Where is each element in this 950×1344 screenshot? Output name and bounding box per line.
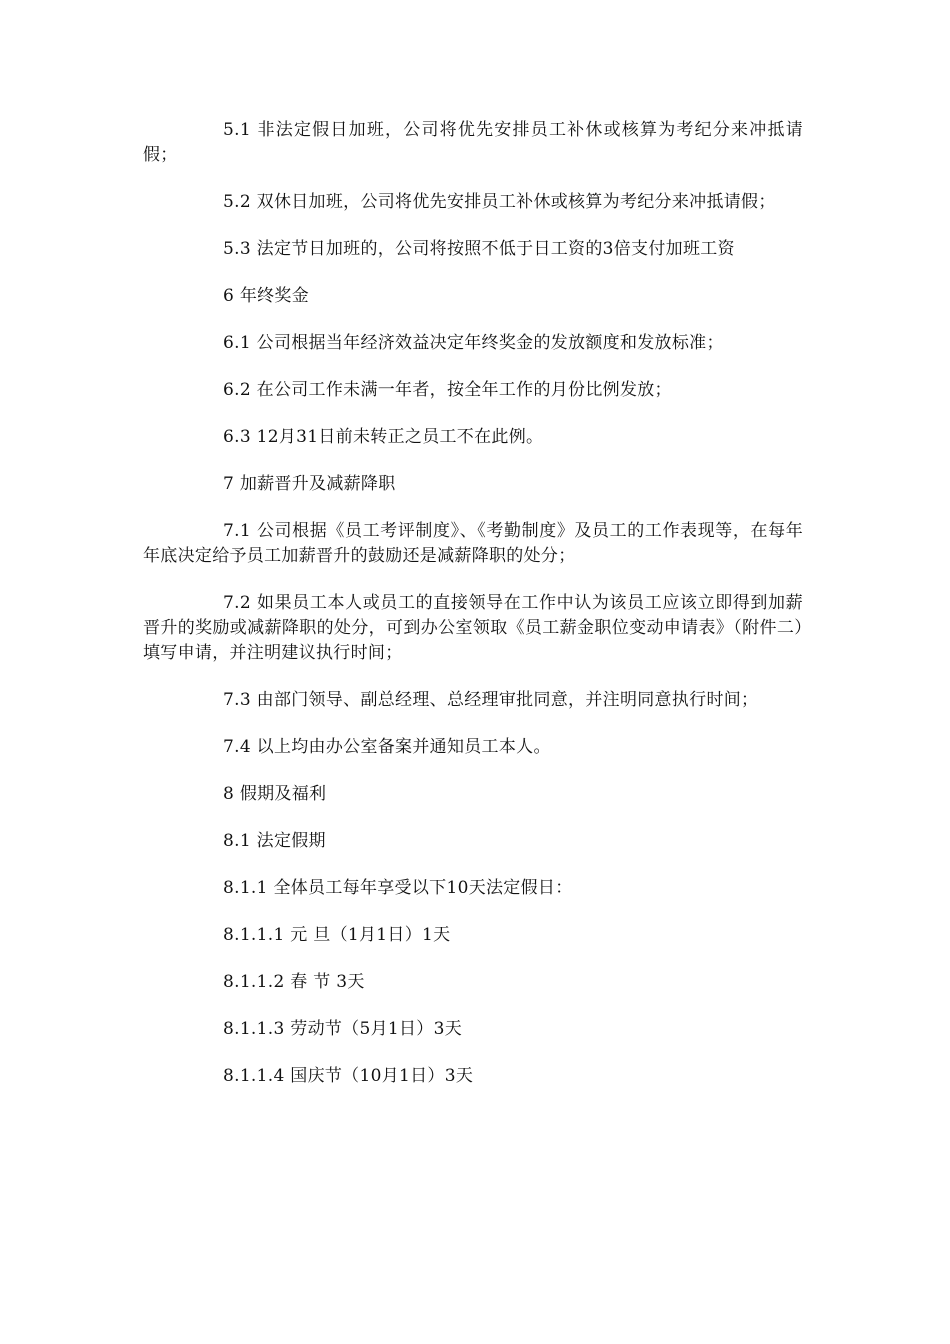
paragraph-6-3: 6.3 12月31日前未转正之员工不在此例。 <box>223 427 544 447</box>
heading-7: 7 加薪晋升及减薪降职 <box>223 474 396 494</box>
heading-6: 6 年终奖金 <box>223 286 310 306</box>
paragraph-5-3: 5.3 法定节日加班的，公司将按照不低于日工资的3倍支付加班工资 <box>223 239 735 259</box>
paragraph-7-1: 7.1 公司根据《员工考评制度》、《考勤制度》及员工的工作表现等，在每年年底决定给予员工加薪晋升的鼓励还是减薪降职的处分； <box>143 521 803 566</box>
paragraph-7-3: 7.3 由部门领导、副总经理、总经理审批同意，并注明同意执行时间； <box>223 690 759 710</box>
paragraph-8-1-1: 8.1.1 全体员工每年享受以下10天法定假日： <box>223 878 573 898</box>
document-body <box>143 118 803 1111</box>
paragraph-8-1-1-1: 8.1.1.1 元 旦（1月1日）1天 <box>223 925 451 945</box>
paragraph-6-2: 6.2 在公司工作未满一年者，按全年工作的月份比例发放； <box>223 380 672 400</box>
paragraph-8-1-1-4: 8.1.1.4 国庆节（10月1日）3天 <box>223 1066 474 1086</box>
paragraph-8-1-1-2: 8.1.1.2 春 节 3天 <box>223 972 365 992</box>
paragraph-5-2: 5.2 双休日加班，公司将优先安排员工补休或核算为考纪分来冲抵请假； <box>223 192 776 212</box>
heading-8: 8 假期及福利 <box>223 784 327 804</box>
paragraph-7-2: 7.2 如果员工本人或员工的直接领导在工作中认为该员工应该立即得到加薪晋升的奖励或减薪降职的处分，可到办公室领取《员工薪金职位变动申请表》（附件二）填写申请，并注明建议执行时间； <box>143 593 803 663</box>
paragraph-5-1: 5.1 非法定假日加班，公司将优先安排员工补休或核算为考纪分来冲抵请假； <box>143 120 803 165</box>
paragraph-8-1-1-3: 8.1.1.3 劳动节（5月1日）3天 <box>223 1019 463 1039</box>
paragraph-6-1: 6.1 公司根据当年经济效益决定年终奖金的发放额度和发放标准； <box>223 333 724 353</box>
paragraph-7-4: 7.4 以上均由办公室备案并通知员工本人。 <box>223 737 551 757</box>
paragraph-8-1: 8.1 法定假期 <box>223 831 326 851</box>
